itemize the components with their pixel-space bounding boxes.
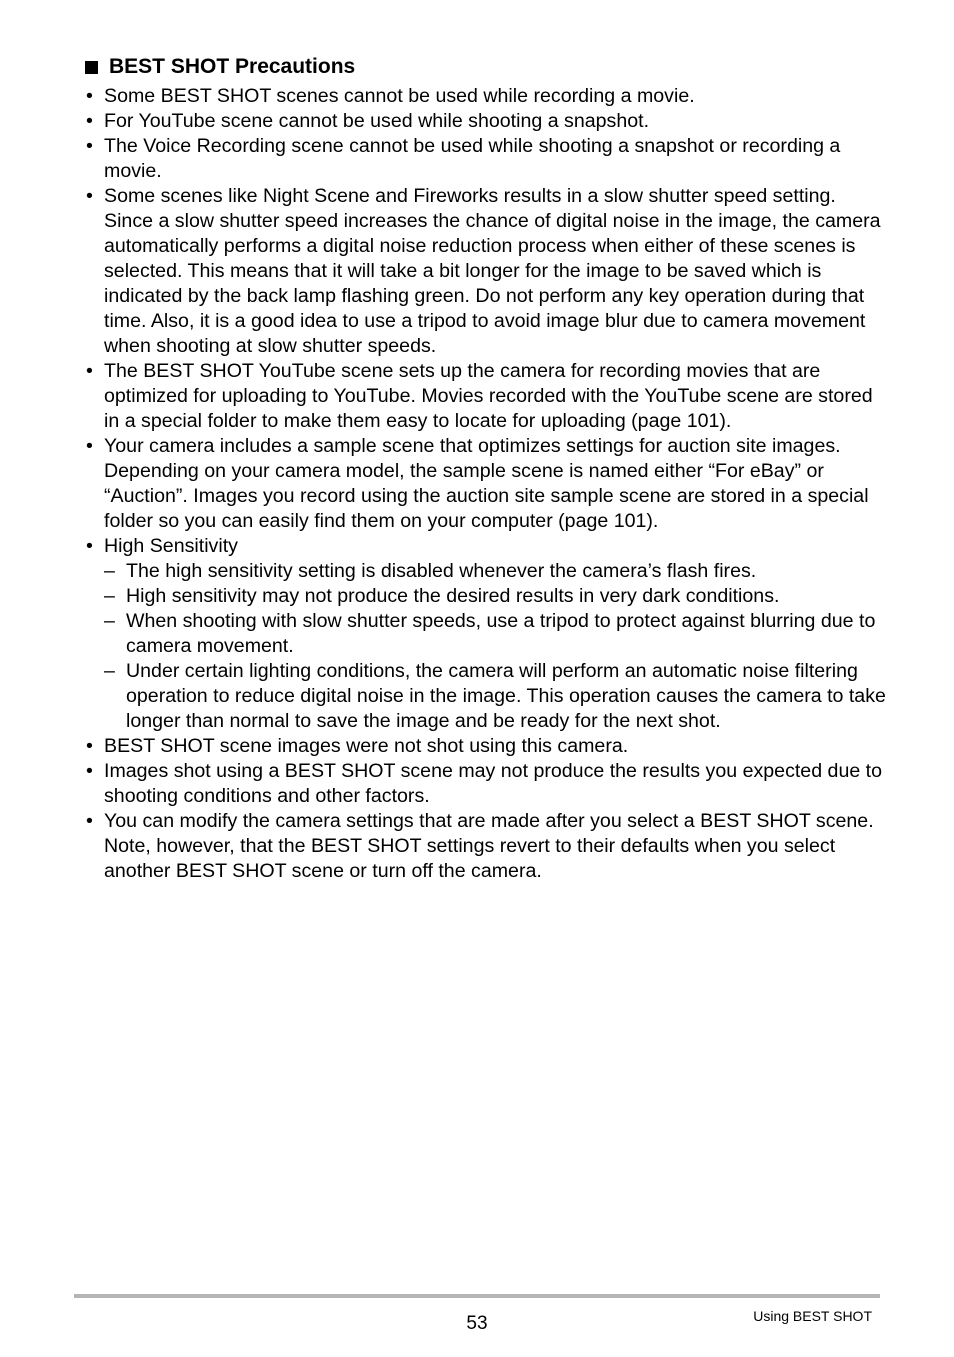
bullet-icon: • [86,435,93,457]
list-item [86,84,886,109]
precautions-list [86,84,886,884]
list-item-text: You can modify the camera settings that are made after you select a BEST SHOT scene. Note, however, that the BEST SHOT settings revert to their defaults when you select another BEST SHOT scene or turn off the camera. [104,810,874,882]
page-content [86,52,886,884]
list-item [86,109,886,134]
list-item [86,434,886,534]
high-sensitivity-sublist [104,559,886,734]
dash-icon: – [104,560,115,582]
black-square-icon [85,61,98,74]
list-item-text: Some BEST SHOT scenes cannot be used while recording a movie. [104,85,695,107]
bullet-icon: • [86,735,93,757]
list-item-text: Your camera includes a sample scene that optimizes settings for auction site images. Depending on your camera model, the sample scene is named either “For eBay” or “Auction”. Images you record using the auction site sample scene are stored in a special folder so you can easily find them on your computer (page 101). [104,435,869,532]
section-heading-title: BEST SHOT Precautions [109,55,356,78]
bullet-icon: • [86,535,93,557]
sub-list-item [104,609,886,659]
section-heading [85,52,886,82]
footer-divider [74,1294,880,1298]
list-item [86,134,886,184]
sub-list-item-text: Under certain lighting conditions, the camera will perform an automatic noise filtering operation to reduce digital noise in the image. This operation causes the camera to take longer than normal to save the image and be ready for the next shot. [126,660,886,732]
list-item-text: For YouTube scene cannot be used while shooting a snapshot. [104,110,650,132]
sub-list-item [104,559,886,584]
bullet-icon: • [86,110,93,132]
list-item [86,359,886,434]
list-item-text: The BEST SHOT YouTube scene sets up the camera for recording movies that are optimized for uploading to YouTube. Movies recorded with the YouTube scene are stored in a special folder to make them easy to locate for uploading (page 101). [104,360,873,432]
sub-list-item [104,584,886,609]
bullet-icon: • [86,360,93,382]
list-item-text: The Voice Recording scene cannot be used while shooting a snapshot or recording a movie. [104,135,841,182]
dash-icon: – [104,610,115,632]
sub-list-item-text: High sensitivity may not produce the desired results in very dark conditions. [126,585,780,607]
dash-icon: – [104,585,115,607]
list-item [86,184,886,359]
bullet-icon: • [86,135,93,157]
list-item-text: Images shot using a BEST SHOT scene may not produce the results you expected due to shooting conditions and other factors. [104,760,883,807]
bullet-icon: • [86,85,93,107]
dash-icon: – [104,660,115,682]
sub-list-item-text: When shooting with slow shutter speeds, use a tripod to protect against blurring due to camera movement. [126,610,876,657]
bullet-icon: • [86,810,93,832]
sub-list-item-text: The high sensitivity setting is disabled whenever the camera’s flash fires. [126,560,757,582]
list-item [86,759,886,809]
bullet-icon: • [86,760,93,782]
footer-section-label: Using BEST SHOT [753,1308,872,1324]
list-item [86,809,886,884]
list-item [86,734,886,759]
bullet-icon: • [86,185,93,207]
page-number: 53 [466,1313,488,1334]
list-item-high-sensitivity [86,534,886,734]
list-item-text: BEST SHOT scene images were not shot using this camera. [104,735,629,757]
list-item-text: High Sensitivity [104,535,238,557]
list-item-text: Some scenes like Night Scene and Fireworks results in a slow shutter speed setting. Since a slow shutter speed increases the chance of digital noise in the image, the camera automatically performs a digital noise reduction process when either of these scenes is selected. This means that it will take a bit longer for the image to be saved which is indicated by the back lamp flashing green. Do not perform any key operation during that time. Also, it is a good idea to use a tripod to avoid image blur due to camera movement when shooting at slow shutter speeds. [104,185,881,357]
sub-list-item [104,659,886,734]
